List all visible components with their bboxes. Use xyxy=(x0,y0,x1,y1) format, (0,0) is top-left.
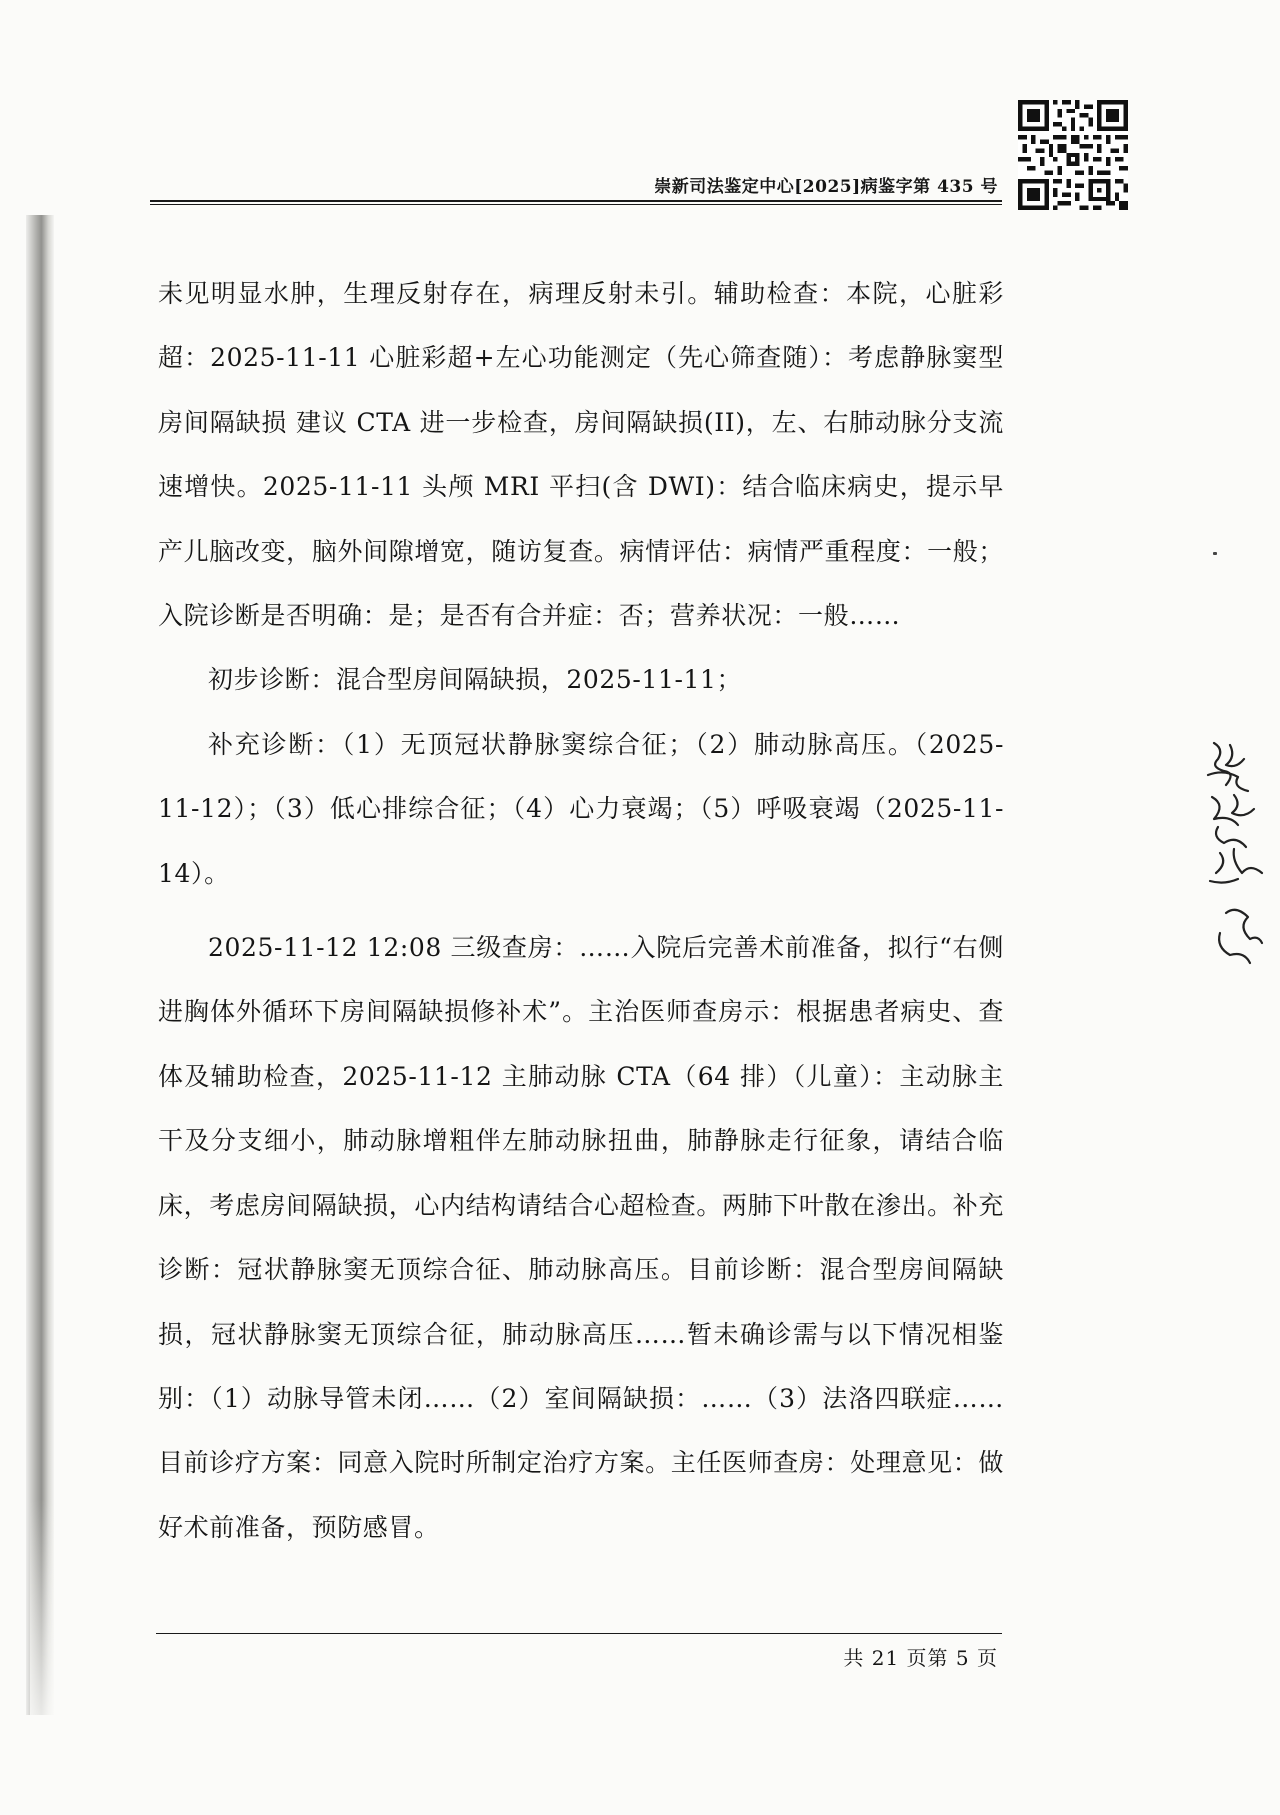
page-total-suffix: 页第 xyxy=(906,1646,949,1670)
header-rule-thin xyxy=(150,204,1002,205)
page-current: 5 xyxy=(955,1646,970,1670)
scan-speck xyxy=(1213,552,1217,555)
paragraph-initial-diagnosis: 初步诊断：混合型房间隔缺损，2025-11-11； xyxy=(208,665,743,695)
paragraph-ward-round: 2025-11-12 12:08 三级查房：……入院后完善术前准备，拟行“右侧进胸体外循环下房间隔缺损修补术”。主治医师查房示：根据患者病史、查体及辅助检查，2025-11-12 主肺动脉 CTA（64 排）（儿童）：主动脉主干及分支细小，肺动脉增粗伴左肺动脉扭曲，肺静脉走行征象，请结合临床，考虑房间隔缺损，心内结构请结合心超检查。两肺下叶散在渗出。补充诊断：冠状静脉窦无顶综合征、肺动脉高压。目前诊断：混合型房间隔缺损，冠状静脉窦无顶综合征，肺动脉高压……暂未确诊需与以下情况相鉴别：（1）动脉导管未闭……（2）室间隔缺损：……（3）法洛四联症……目前诊疗方案：同意入院时所制定治疗方案。主任医师查房：处理意见：做好术前准备，预防感冒。 xyxy=(158,933,1004,1542)
document-number: 崇新司法鉴定中心[2025]病鉴字第 435 号 xyxy=(654,177,998,197)
footer-rule xyxy=(156,1633,1002,1634)
header-rule xyxy=(150,200,1002,202)
signature-mark xyxy=(1200,735,1270,985)
page-number xyxy=(843,1642,998,1671)
page-total-prefix: 共 xyxy=(843,1646,865,1670)
paragraph-supplementary-diagnosis: 补充诊断：（1）无顶冠状静脉窦综合征；（2）肺动脉高压。（2025-11-12）；（3）低心排综合征；（4）心力衰竭；（5）呼吸衰竭（2025-11-14）。 xyxy=(158,729,1004,888)
document-body xyxy=(158,262,1004,1560)
qr-code-icon xyxy=(1018,100,1128,210)
page-total: 21 xyxy=(871,1646,900,1670)
scan-edge-shadow xyxy=(26,215,54,1715)
page-current-suffix: 页 xyxy=(977,1646,998,1670)
scan-edge-fade xyxy=(30,1500,54,1760)
paragraph-exam-findings: 未见明显水肿，生理反射存在，病理反射未引。辅助检查：本院，心脏彩超：2025-11-11 心脏彩超+左心功能测定（先心筛查随）：考虑静脉窦型房间隔缺损 建议 CTA 进一步检查，房间隔缺损(II)，左、右肺动脉分支流速增快。2025-11-11 头颅 MRI 平扫(含 DWI)：结合临床病史，提示早产儿脑改变，脑外间隙增宽，随访复查。病情评估：病情严重程度：一般；入院诊断是否明确：是；是否有合并症：否；营养状况：一般…… xyxy=(158,279,1004,631)
